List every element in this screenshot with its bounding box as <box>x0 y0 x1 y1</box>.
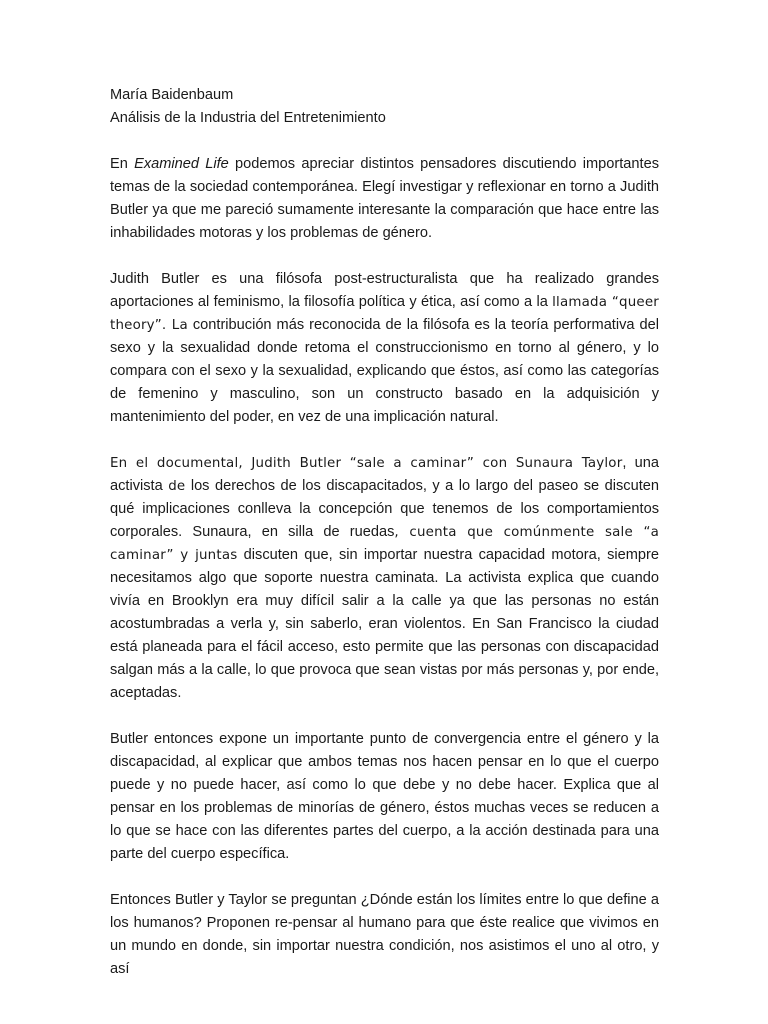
spacer <box>110 130 659 153</box>
paragraph-3-text-f: discuten que, sin importar nuestra capacidad motora, siempre necesitamos algo que soporte nuestra caminata. La activista explica que cuando vivía en Brooklyn era muy difícil salir a la calle ya que las personas no están acostumbradas a verla y, sin saberlo, eran violentos. En San Francisco la ciudad está planeada para el fácil acceso, esto permite que las personas con discapacidad salgan más a la calle, lo que provoca que sean vistas por más personas y, por ende, aceptadas. <box>110 547 659 701</box>
paragraph-4: Butler entonces expone un importante punto de convergencia entre el género y la discapacidad, al explicar que ambos temas nos hacen pensar en lo que el cuerpo puede y no puede hacer, así como lo que debe y no debe hacer. Explica que al pensar en los problemas de minorías de género, éstos muchas veces se reducen a lo que se hace con las diferentes partes del cuerpo, a la acción destinada para una parte del cuerpo específica. <box>110 731 659 862</box>
film-title: Examined Life <box>134 156 229 172</box>
paragraph-2 <box>110 268 659 429</box>
paragraph-1-text-a: En <box>110 156 135 172</box>
course-title: Análisis de la Industria del Entretenimiento <box>110 110 386 126</box>
paragraph-2-text-a: Judith Butler es una filósofa post-estructuralista que ha realizado grandes aportaciones al feminismo, la filosofía política y ética, así como a la <box>110 271 659 310</box>
paragraph-1-text-b: podemos apreciar distintos pensadores discutiendo importantes temas de la sociedad contemporánea. Elegí investigar y reflexionar en torno a Judith Butler ya que me pareció sumamente interesante la comparación que hace entre las inhabilidades motoras y los problemas de género. <box>110 156 659 241</box>
paragraph-3-text-a: En el documental, Judith Butler “sale a caminar” con Sunaura Taylor <box>110 456 623 471</box>
author-name: María Baidenbaum <box>110 87 234 103</box>
paragraph-3-text-d: los derechos de los discapacitados, y a lo largo del paseo se discuten qué implicaciones conlleva la concepción que tenemos de los comportamientos corporales. Sunaura, en silla de ruedas <box>110 478 659 540</box>
paragraph-2-text-c: contribución más reconocida de la filósofa es la teoría performativa del sexo y la sexualidad donde retoma el construccionismo en torno al género, y lo compara con el sexo y la sexualidad, explicando que éstos, así como las categorías de femenino y masculino, son un constructo basado en la adquisición y mantenimiento del poder, en vez de una implicación natural. <box>110 317 659 425</box>
paragraph-5: Entonces Butler y Taylor se preguntan ¿Dónde están los límites entre lo que define a los humanos? Proponen re-pensar al humano para que éste realice que vivimos en un mundo en donde, sin importar nuestra condición, nos asistimos el uno al otro, y así <box>110 892 659 977</box>
paragraph-2-text-b: llamada “queer theory”. La <box>110 295 659 333</box>
spacer <box>110 866 659 889</box>
spacer <box>110 245 659 268</box>
paragraph-1 <box>110 153 659 245</box>
paragraph-3-text-e: , cuenta que comúnmente sale “a caminar” y juntas <box>110 525 659 563</box>
spacer <box>110 705 659 728</box>
spacer <box>110 429 659 452</box>
document-page <box>110 84 659 981</box>
paragraph-3-text-c: de <box>168 479 186 494</box>
paragraph-3-text-b: , una activista <box>110 455 659 494</box>
paragraph-3 <box>110 452 659 705</box>
